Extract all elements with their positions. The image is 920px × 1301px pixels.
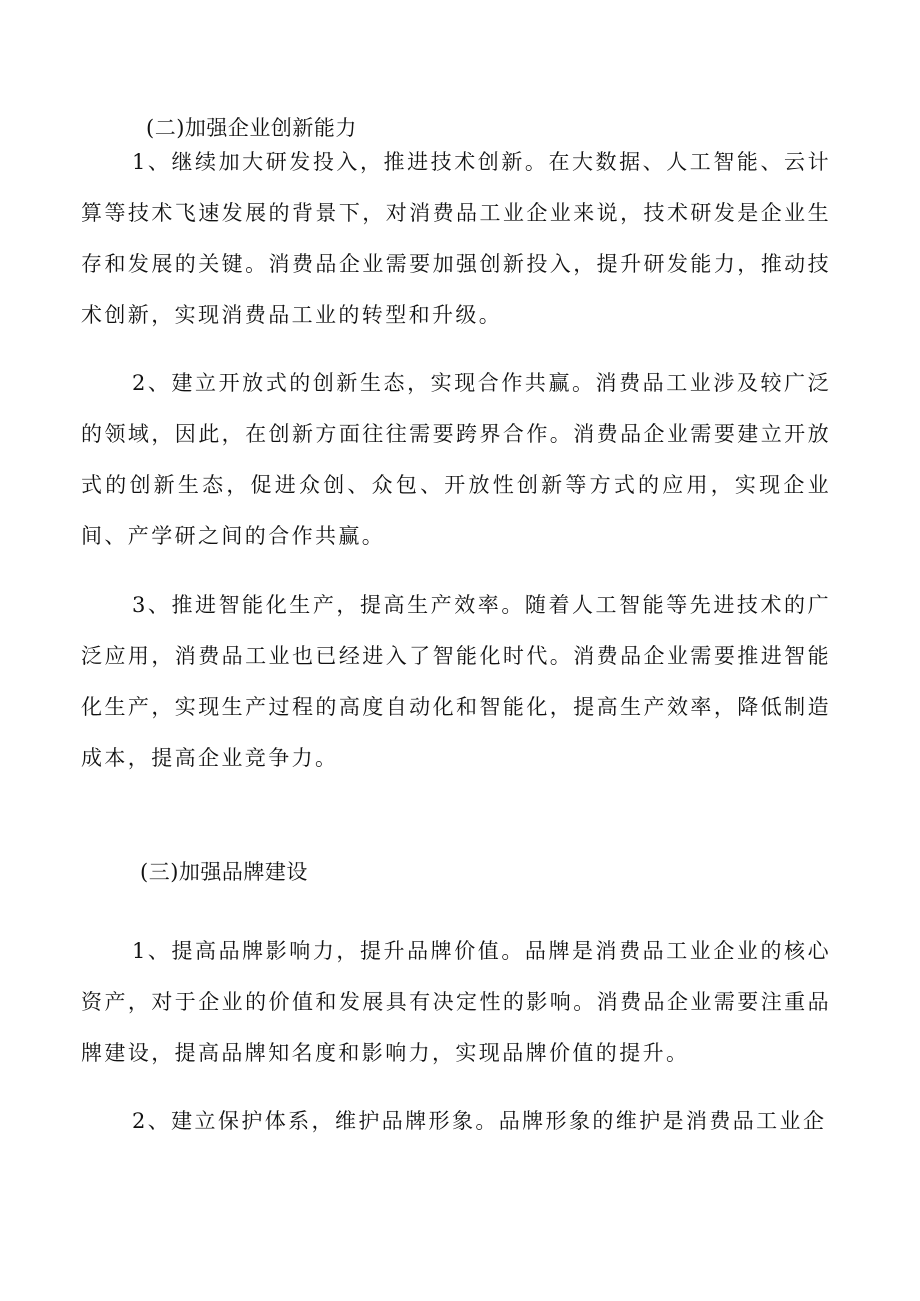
paragraph-rd-investment: 1、继续加大研发投入，推进技术创新。在大数据、人工智能、云计算等技术飞速发展的背景下，对消费品工业企业来说，技术研发是企业生存和发展的关键。消费品企业需要加强创新投入，提升研发能力，推动技术创新，实现消费品工业的转型和升级。 — [81, 150, 831, 327]
section-heading-innovation: (二)加强企业创新能力 — [146, 116, 357, 140]
section-heading-brand: (三)加强品牌建设 — [140, 860, 308, 884]
paragraph-brand-protection: 2、建立保护体系，维护品牌形象。品牌形象的维护是消费品工业企 — [132, 1109, 827, 1133]
paragraph-smart-production: 3、推进智能化生产，提高生产效率。随着人工智能等先进技术的广泛应用，消费品工业也已经进入了智能化时代。消费品企业需要推进智能化生产，实现生产过程的高度自动化和智能化，提高生产效率，降低制造成本，提高企业竞争力。 — [81, 593, 831, 770]
paragraph-brand-influence: 1、提高品牌影响力，提升品牌价值。品牌是消费品工业企业的核心资产，对于企业的价值和发展具有决定性的影响。消费品企业需要注重品牌建设，提高品牌知名度和影响力，实现品牌价值的提升。 — [81, 939, 831, 1065]
paragraph-open-innovation: 2、建立开放式的创新生态，实现合作共赢。消费品工业涉及较广泛的领域，因此，在创新方面往往需要跨界合作。消费品企业需要建立开放式的创新生态，促进众创、众包、开放性创新等方式的应用，实现企业间、产学研之间的合作共赢。 — [81, 371, 831, 548]
